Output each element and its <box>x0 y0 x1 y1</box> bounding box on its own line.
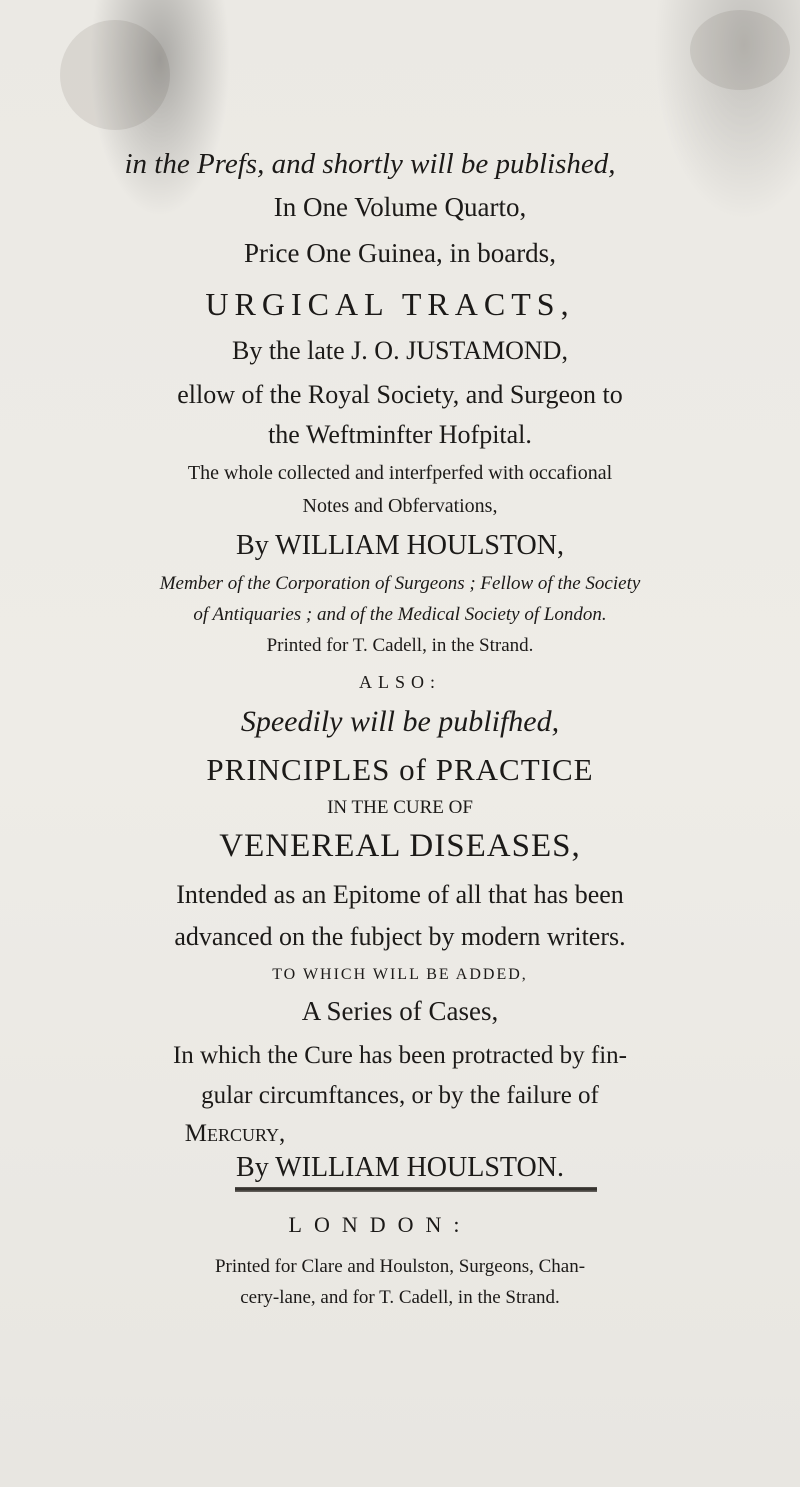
author-line: By the late J. O. JUSTAMOND, <box>232 336 568 365</box>
editor-note: The whole collected and interfperfed with occafional <box>187 462 613 484</box>
author-credentials: ellow of the Royal Society, and Surgeon to <box>177 380 623 409</box>
paper-stain <box>690 10 790 90</box>
divider-rule <box>235 1187 597 1192</box>
announcement-line: Speedily will be publifhed, <box>240 705 560 738</box>
book-description: Intended as an Epitome of all that has been <box>176 880 624 909</box>
editor-name: By WILLIAM HOULSTON, <box>236 530 564 561</box>
editor-credentials: Member of the Corporation of Surgeons ; Fellow of the Society <box>159 573 641 594</box>
book-title: PRINCIPLES of PRACTICE <box>206 752 594 787</box>
book-subtitle: IN THE CURE OF <box>327 797 473 818</box>
addition-title: A Series of Cases, <box>301 996 499 1026</box>
imprint-city: LONDON: <box>288 1212 472 1237</box>
addition-author: By WILLIAM HOULSTON. <box>236 1152 564 1183</box>
announcement-line: in the Prefs, and shortly will be published, <box>124 148 616 180</box>
also-heading: ALSO: <box>358 672 441 692</box>
format-line: In One Volume Quarto, <box>273 192 527 222</box>
book-title: VENEREAL DISEASES, <box>219 828 581 864</box>
addition-description: gular circumftances, or by the failure of <box>201 1082 599 1109</box>
price-line: Price One Guinea, in boards, <box>244 238 556 268</box>
printer-line: Printed for T. Cadell, in the Strand. <box>266 635 534 656</box>
addition-description: In which the Cure has been protracted by fin- <box>172 1042 627 1069</box>
imprint-line: Printed for Clare and Houlston, Surgeons, Chan- <box>214 1256 586 1277</box>
paper-stain <box>60 20 170 130</box>
addition-note: TO WHICH WILL BE ADDED, <box>272 966 528 983</box>
book-description: advanced on the fubject by modern writers. <box>174 922 626 951</box>
editor-credentials: of Antiquaries ; and of the Medical Society of London. <box>193 604 607 625</box>
imprint-line: cery-lane, and for T. Cadell, in the Strand. <box>240 1287 560 1308</box>
book-title: URGICAL TRACTS, <box>205 286 575 322</box>
author-credentials: the Weftminfter Hofpital. <box>268 420 532 449</box>
addition-description: Mercury, <box>184 1120 286 1147</box>
editor-note: Notes and Obfervations, <box>302 495 498 517</box>
